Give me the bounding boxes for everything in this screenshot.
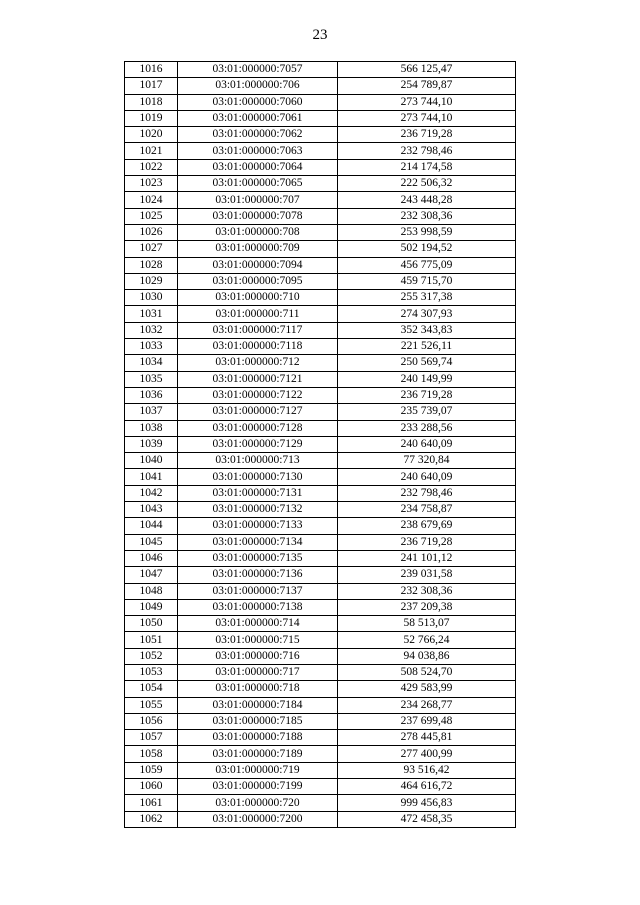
cadastral-value-cell: 221 526,11 — [338, 339, 516, 355]
row-number-cell: 1017 — [125, 78, 178, 94]
cadastral-value-cell: 240 640,09 — [338, 436, 516, 452]
table-row — [125, 502, 516, 518]
row-number-cell: 1043 — [125, 502, 178, 518]
row-number-cell: 1056 — [125, 713, 178, 729]
table-row — [125, 159, 516, 175]
table-row — [125, 518, 516, 534]
cadastral-value-cell: 277 400,99 — [338, 746, 516, 762]
row-number-cell: 1027 — [125, 241, 178, 257]
cadastral-number-cell: 03:01:000000:7057 — [178, 62, 338, 78]
row-number-cell: 1053 — [125, 664, 178, 680]
table-row — [125, 387, 516, 403]
row-number-cell: 1023 — [125, 176, 178, 192]
table-row — [125, 257, 516, 273]
row-number-cell: 1045 — [125, 534, 178, 550]
table-row — [125, 404, 516, 420]
cadastral-value-cell: 274 307,93 — [338, 306, 516, 322]
cadastral-value-cell: 240 640,09 — [338, 469, 516, 485]
cadastral-value-cell: 214 174,58 — [338, 159, 516, 175]
cadastral-value-cell: 472 458,35 — [338, 811, 516, 827]
row-number-cell: 1022 — [125, 159, 178, 175]
row-number-cell: 1035 — [125, 371, 178, 387]
table-row — [125, 94, 516, 110]
table-row — [125, 616, 516, 632]
cadastral-number-cell: 03:01:000000:707 — [178, 192, 338, 208]
table-row — [125, 632, 516, 648]
cadastral-number-cell: 03:01:000000:7121 — [178, 371, 338, 387]
cadastral-value-cell: 502 194,52 — [338, 241, 516, 257]
cadastral-value-cell: 456 775,09 — [338, 257, 516, 273]
cadastral-number-cell: 03:01:000000:7128 — [178, 420, 338, 436]
cadastral-number-cell: 03:01:000000:708 — [178, 224, 338, 240]
cadastral-number-cell: 03:01:000000:7188 — [178, 730, 338, 746]
cadastral-number-cell: 03:01:000000:713 — [178, 453, 338, 469]
cadastral-number-cell: 03:01:000000:710 — [178, 290, 338, 306]
cadastral-number-cell: 03:01:000000:7134 — [178, 534, 338, 550]
cadastral-number-cell: 03:01:000000:717 — [178, 664, 338, 680]
table-row — [125, 795, 516, 811]
cadastral-value-cell: 236 719,28 — [338, 387, 516, 403]
cadastral-value-cell: 273 744,10 — [338, 94, 516, 110]
cadastral-value-cell: 77 320,84 — [338, 453, 516, 469]
row-number-cell: 1018 — [125, 94, 178, 110]
cadastral-value-table — [124, 61, 516, 828]
cadastral-value-cell: 999 456,83 — [338, 795, 516, 811]
table-row — [125, 485, 516, 501]
table-row — [125, 811, 516, 827]
cadastral-value-cell: 254 789,87 — [338, 78, 516, 94]
cadastral-number-cell: 03:01:000000:7062 — [178, 127, 338, 143]
cadastral-number-cell: 03:01:000000:7094 — [178, 257, 338, 273]
row-number-cell: 1041 — [125, 469, 178, 485]
row-number-cell: 1029 — [125, 273, 178, 289]
cadastral-number-cell: 03:01:000000:7127 — [178, 404, 338, 420]
table-row — [125, 534, 516, 550]
row-number-cell: 1032 — [125, 322, 178, 338]
row-number-cell: 1062 — [125, 811, 178, 827]
table-row — [125, 762, 516, 778]
cadastral-number-cell: 03:01:000000:7078 — [178, 208, 338, 224]
table-row — [125, 224, 516, 240]
cadastral-value-cell: 58 513,07 — [338, 616, 516, 632]
cadastral-value-cell: 237 699,48 — [338, 713, 516, 729]
row-number-cell: 1033 — [125, 339, 178, 355]
table-row — [125, 355, 516, 371]
table-row — [125, 453, 516, 469]
row-number-cell: 1048 — [125, 583, 178, 599]
table-row — [125, 550, 516, 566]
table-row — [125, 143, 516, 159]
table-row — [125, 664, 516, 680]
cadastral-number-cell: 03:01:000000:711 — [178, 306, 338, 322]
row-number-cell: 1057 — [125, 730, 178, 746]
table-row — [125, 469, 516, 485]
row-number-cell: 1059 — [125, 762, 178, 778]
table-row — [125, 599, 516, 615]
cadastral-value-cell: 241 101,12 — [338, 550, 516, 566]
table-row — [125, 713, 516, 729]
table-row — [125, 371, 516, 387]
table-row — [125, 567, 516, 583]
cadastral-value-cell: 459 715,70 — [338, 273, 516, 289]
row-number-cell: 1046 — [125, 550, 178, 566]
cadastral-number-cell: 03:01:000000:7189 — [178, 746, 338, 762]
row-number-cell: 1039 — [125, 436, 178, 452]
cadastral-number-cell: 03:01:000000:7136 — [178, 567, 338, 583]
cadastral-value-cell: 232 798,46 — [338, 143, 516, 159]
cadastral-number-cell: 03:01:000000:720 — [178, 795, 338, 811]
cadastral-number-cell: 03:01:000000:7200 — [178, 811, 338, 827]
table-row — [125, 273, 516, 289]
table-row — [125, 110, 516, 126]
row-number-cell: 1044 — [125, 518, 178, 534]
cadastral-number-cell: 03:01:000000:7199 — [178, 779, 338, 795]
table-row — [125, 436, 516, 452]
cadastral-value-cell: 429 583,99 — [338, 681, 516, 697]
table-row — [125, 127, 516, 143]
cadastral-value-cell: 93 516,42 — [338, 762, 516, 778]
cadastral-value-cell: 222 506,32 — [338, 176, 516, 192]
table-row — [125, 176, 516, 192]
page-number: 23 — [312, 27, 328, 43]
row-number-cell: 1028 — [125, 257, 178, 273]
cadastral-number-cell: 03:01:000000:7132 — [178, 502, 338, 518]
row-number-cell: 1058 — [125, 746, 178, 762]
cadastral-value-cell: 239 031,58 — [338, 567, 516, 583]
row-number-cell: 1019 — [125, 110, 178, 126]
row-number-cell: 1020 — [125, 127, 178, 143]
table-row — [125, 730, 516, 746]
cadastral-number-cell: 03:01:000000:7061 — [178, 110, 338, 126]
cadastral-number-cell: 03:01:000000:7129 — [178, 436, 338, 452]
table-row — [125, 62, 516, 78]
cadastral-number-cell: 03:01:000000:716 — [178, 648, 338, 664]
cadastral-value-cell: 243 448,28 — [338, 192, 516, 208]
cadastral-number-cell: 03:01:000000:718 — [178, 681, 338, 697]
cadastral-value-cell: 566 125,47 — [338, 62, 516, 78]
cadastral-number-cell: 03:01:000000:7135 — [178, 550, 338, 566]
table-row — [125, 306, 516, 322]
cadastral-value-cell: 236 719,28 — [338, 534, 516, 550]
cadastral-number-cell: 03:01:000000:7133 — [178, 518, 338, 534]
cadastral-number-cell: 03:01:000000:7137 — [178, 583, 338, 599]
cadastral-number-cell: 03:01:000000:706 — [178, 78, 338, 94]
cadastral-value-cell: 234 758,87 — [338, 502, 516, 518]
cadastral-value-cell: 278 445,81 — [338, 730, 516, 746]
table-row — [125, 746, 516, 762]
cadastral-number-cell: 03:01:000000:714 — [178, 616, 338, 632]
cadastral-value-cell: 232 308,36 — [338, 583, 516, 599]
cadastral-number-cell: 03:01:000000:7118 — [178, 339, 338, 355]
row-number-cell: 1047 — [125, 567, 178, 583]
table-row — [125, 583, 516, 599]
cadastral-number-cell: 03:01:000000:7122 — [178, 387, 338, 403]
cadastral-number-cell: 03:01:000000:7130 — [178, 469, 338, 485]
row-number-cell: 1052 — [125, 648, 178, 664]
table-row — [125, 779, 516, 795]
cadastral-number-cell: 03:01:000000:7138 — [178, 599, 338, 615]
row-number-cell: 1036 — [125, 387, 178, 403]
cadastral-number-cell: 03:01:000000:709 — [178, 241, 338, 257]
cadastral-value-cell: 233 288,56 — [338, 420, 516, 436]
row-number-cell: 1025 — [125, 208, 178, 224]
row-number-cell: 1042 — [125, 485, 178, 501]
row-number-cell: 1055 — [125, 697, 178, 713]
cadastral-value-cell: 508 524,70 — [338, 664, 516, 680]
cadastral-value-cell: 253 998,59 — [338, 224, 516, 240]
cadastral-value-cell: 255 317,38 — [338, 290, 516, 306]
row-number-cell: 1054 — [125, 681, 178, 697]
cadastral-value-cell: 273 744,10 — [338, 110, 516, 126]
cadastral-value-cell: 250 569,74 — [338, 355, 516, 371]
row-number-cell: 1021 — [125, 143, 178, 159]
row-number-cell: 1037 — [125, 404, 178, 420]
cadastral-number-cell: 03:01:000000:715 — [178, 632, 338, 648]
cadastral-value-cell: 352 343,83 — [338, 322, 516, 338]
row-number-cell: 1038 — [125, 420, 178, 436]
cadastral-value-cell: 236 719,28 — [338, 127, 516, 143]
cadastral-value-cell: 94 038,86 — [338, 648, 516, 664]
cadastral-value-cell: 235 739,07 — [338, 404, 516, 420]
cadastral-number-cell: 03:01:000000:7131 — [178, 485, 338, 501]
row-number-cell: 1024 — [125, 192, 178, 208]
cadastral-value-cell: 232 798,46 — [338, 485, 516, 501]
cadastral-number-cell: 03:01:000000:719 — [178, 762, 338, 778]
table-row — [125, 339, 516, 355]
table-row — [125, 241, 516, 257]
cadastral-value-cell: 238 679,69 — [338, 518, 516, 534]
cadastral-number-cell: 03:01:000000:7095 — [178, 273, 338, 289]
cadastral-number-cell: 03:01:000000:7185 — [178, 713, 338, 729]
row-number-cell: 1016 — [125, 62, 178, 78]
row-number-cell: 1061 — [125, 795, 178, 811]
cadastral-number-cell: 03:01:000000:7064 — [178, 159, 338, 175]
cadastral-value-cell: 464 616,72 — [338, 779, 516, 795]
cadastral-number-cell: 03:01:000000:7117 — [178, 322, 338, 338]
table-row — [125, 78, 516, 94]
table-row — [125, 681, 516, 697]
row-number-cell: 1049 — [125, 599, 178, 615]
row-number-cell: 1034 — [125, 355, 178, 371]
cadastral-number-cell: 03:01:000000:7065 — [178, 176, 338, 192]
cadastral-number-cell: 03:01:000000:712 — [178, 355, 338, 371]
cadastral-value-cell: 240 149,99 — [338, 371, 516, 387]
row-number-cell: 1030 — [125, 290, 178, 306]
table-body — [125, 62, 516, 828]
cadastral-value-cell: 234 268,77 — [338, 697, 516, 713]
cadastral-number-cell: 03:01:000000:7184 — [178, 697, 338, 713]
cadastral-value-cell: 52 766,24 — [338, 632, 516, 648]
cadastral-value-cell: 237 209,38 — [338, 599, 516, 615]
row-number-cell: 1060 — [125, 779, 178, 795]
table-row — [125, 192, 516, 208]
table-row — [125, 648, 516, 664]
table-row — [125, 322, 516, 338]
table-row — [125, 290, 516, 306]
cadastral-number-cell: 03:01:000000:7063 — [178, 143, 338, 159]
row-number-cell: 1026 — [125, 224, 178, 240]
row-number-cell: 1040 — [125, 453, 178, 469]
table-row — [125, 208, 516, 224]
cadastral-number-cell: 03:01:000000:7060 — [178, 94, 338, 110]
cadastral-value-cell: 232 308,36 — [338, 208, 516, 224]
table-row — [125, 697, 516, 713]
table-row — [125, 420, 516, 436]
row-number-cell: 1031 — [125, 306, 178, 322]
row-number-cell: 1051 — [125, 632, 178, 648]
row-number-cell: 1050 — [125, 616, 178, 632]
